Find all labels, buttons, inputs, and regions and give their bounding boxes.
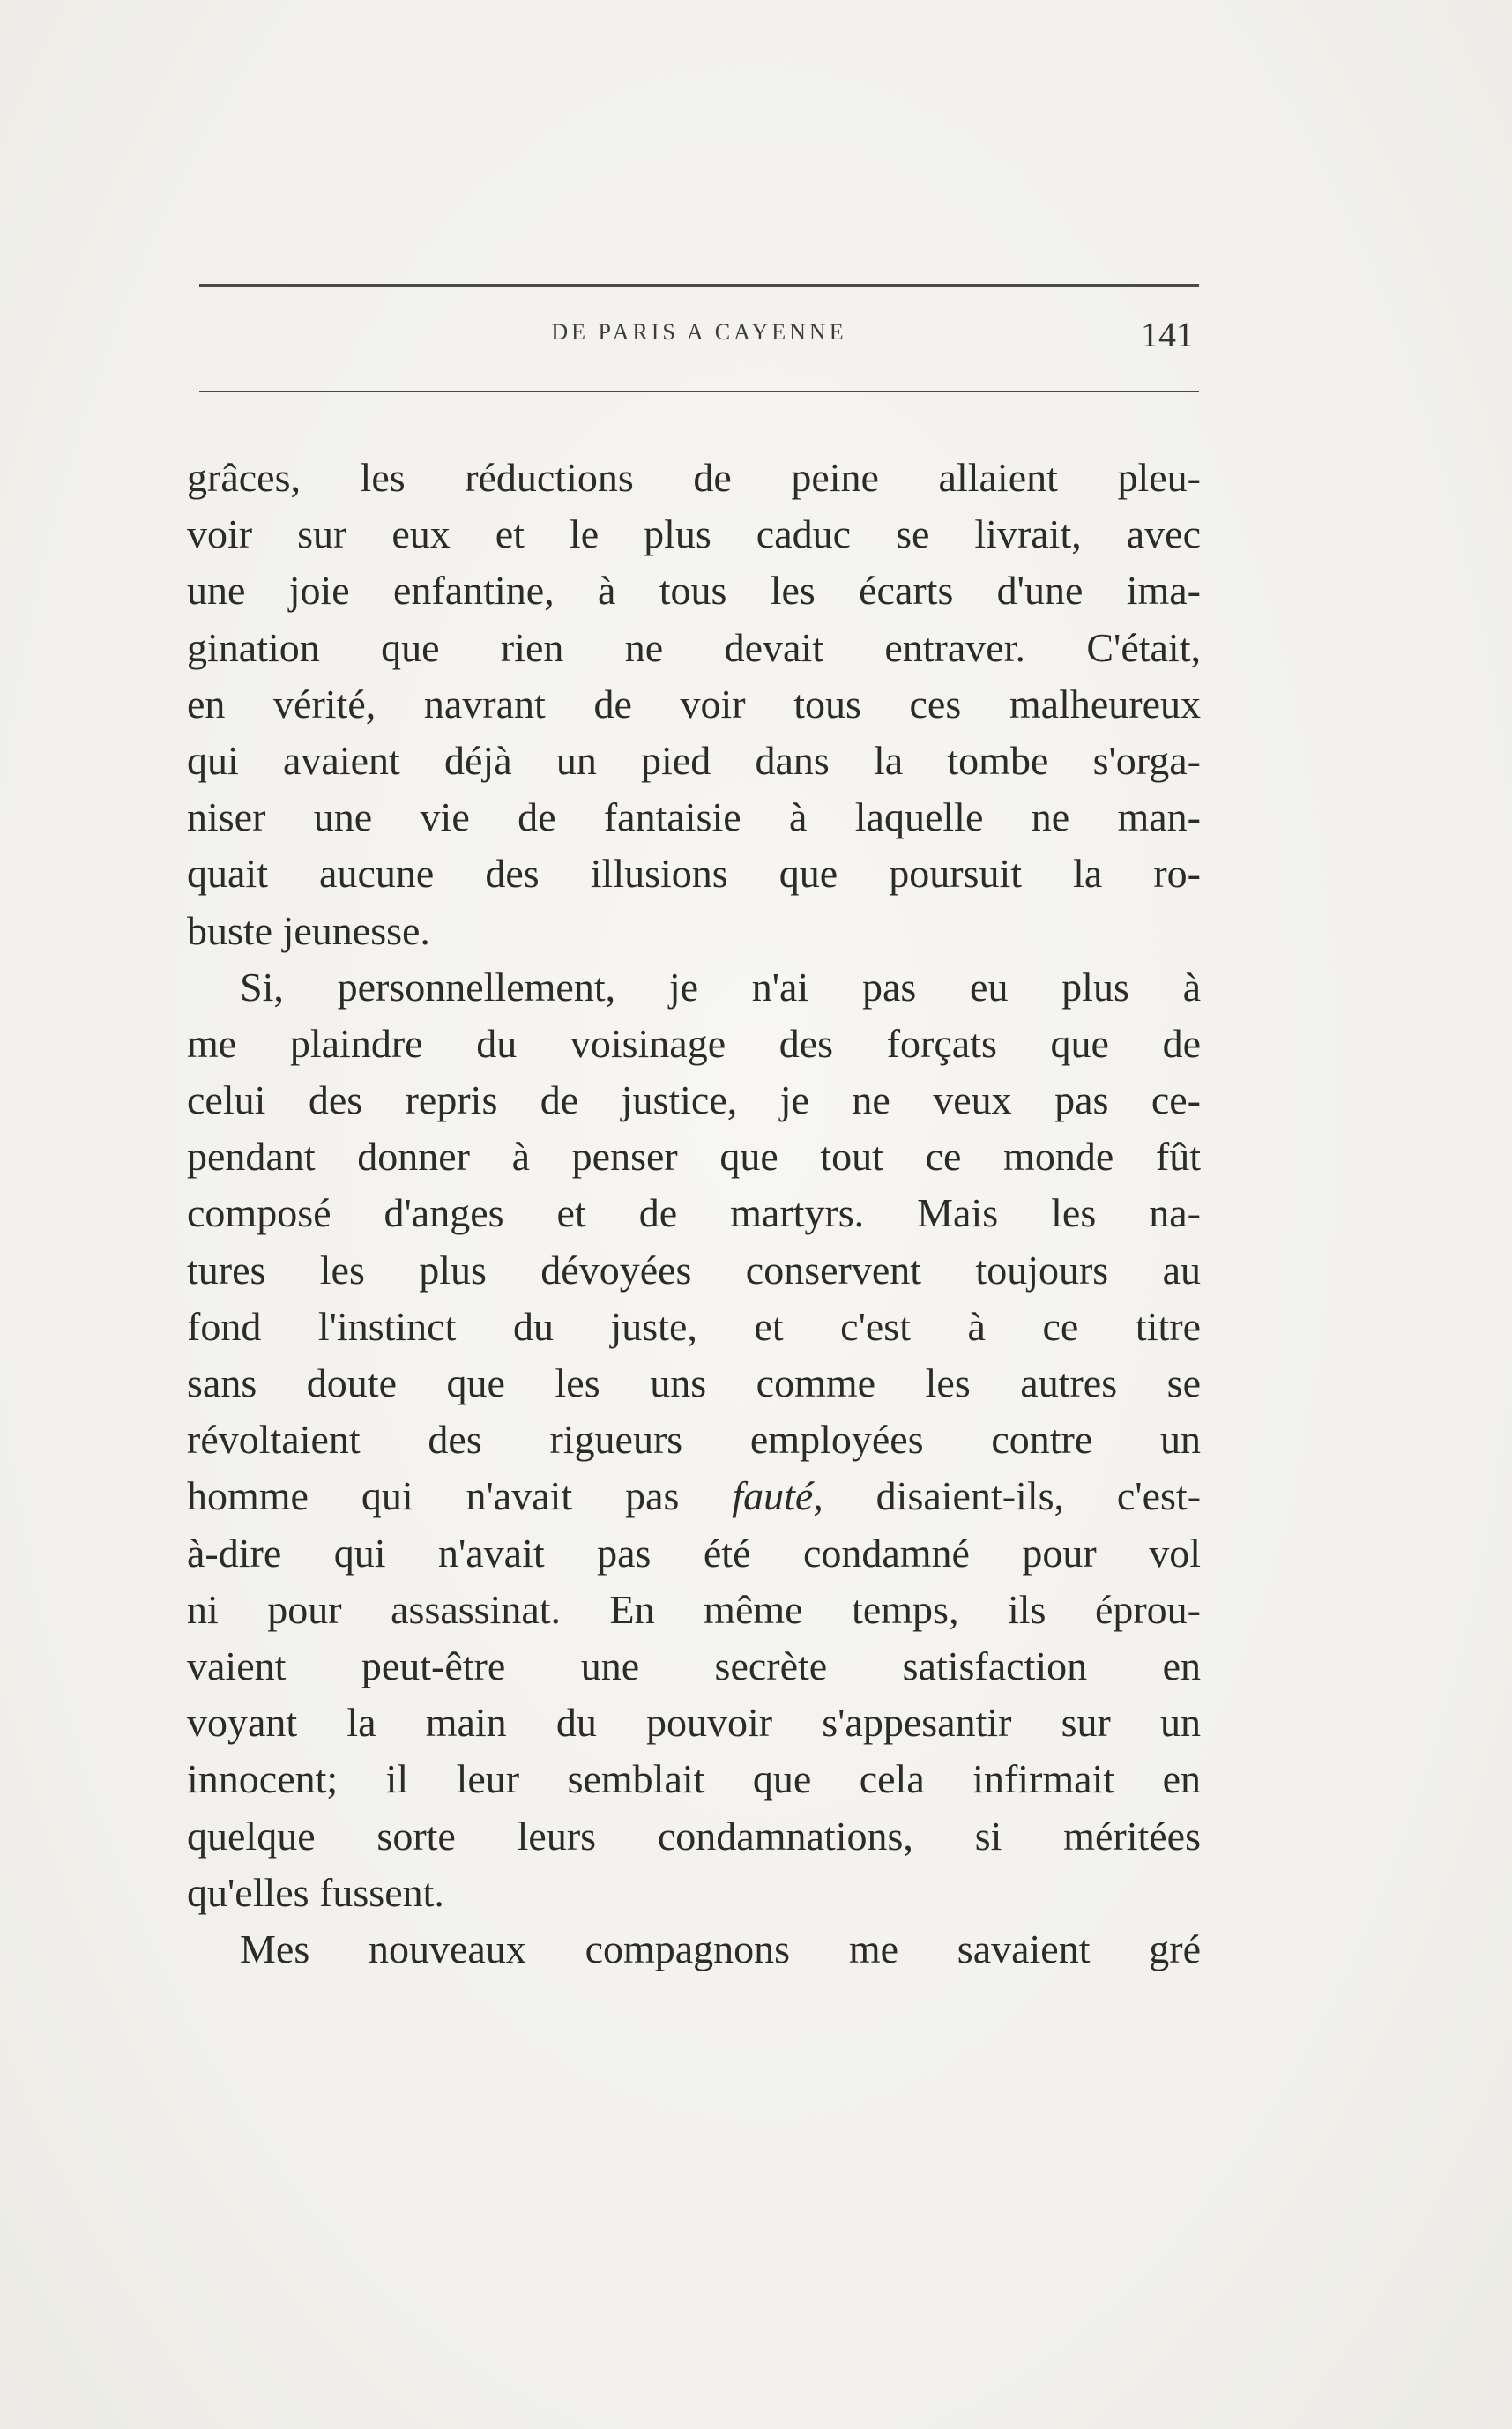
header-bottom-rule <box>199 391 1199 392</box>
text-line: buste jeunesse. <box>187 907 430 953</box>
text-line: sans doute que les uns comme les autres se <box>187 1360 1201 1405</box>
running-title: DE PARIS A CAYENNE <box>551 319 847 345</box>
text-line: révoltaient des rigueurs employées contre un <box>187 1417 1201 1463</box>
italic-word: fauté <box>732 1473 814 1519</box>
text-line: qui avaient déjà un pied dans la tombe s'orga- <box>187 737 1201 783</box>
text-line: qu'elles fussent. <box>187 1869 444 1915</box>
text-line: voyant la main du pouvoir s'appesantir sur un <box>187 1700 1201 1746</box>
text-line: ni pour assassinat. En même temps, ils éprou- <box>187 1586 1201 1632</box>
text-line: Mes nouveaux compagnons me savaient gré <box>240 1926 1201 1971</box>
body-text <box>187 450 1201 1978</box>
text-line-with-italic <box>187 1468 1201 1524</box>
text-line: celui des repris de justice, je ne veux pas ce- <box>187 1077 1201 1123</box>
text-line: vaient peut-être une secrète satisfaction en <box>187 1643 1201 1688</box>
text-line: quelque sorte leurs condamnations, si méritées <box>187 1813 1201 1859</box>
header-top-rule <box>199 284 1199 287</box>
text-segment: homme qui n'avait pas <box>187 1473 680 1519</box>
text-line: quait aucune des illusions que poursuit la ro- <box>187 851 1201 897</box>
text-line: en vérité, navrant de voir tous ces malheureux <box>187 681 1201 726</box>
text-line: me plaindre du voisinage des forçats que de <box>187 1020 1201 1066</box>
text-line: voir sur eux et le plus caduc se livrait, avec <box>187 511 1201 557</box>
text-line: gination que rien ne devait entraver. C'était, <box>187 624 1201 670</box>
text-line: une joie enfantine, à tous les écarts d'une ima- <box>187 568 1201 614</box>
text-line: grâces, les réductions de peine allaient pleu- <box>187 455 1201 500</box>
text-line: fond l'instinct du juste, et c'est à ce titre <box>187 1303 1201 1349</box>
text-line: à-dire qui n'avait pas été condamné pour vol <box>187 1530 1201 1576</box>
text-line: tures les plus dévoyées conservent toujours au <box>187 1247 1201 1293</box>
page-number: 141 <box>1141 315 1194 354</box>
running-head <box>199 315 1199 363</box>
text-line: pendant donner à penser que tout ce monde fût <box>187 1134 1201 1180</box>
text-line: niser une vie de fantaisie à laquelle ne man- <box>187 794 1201 840</box>
text-segment: , disaient-ils, c'est- <box>813 1473 1202 1519</box>
text-line: innocent; il leur semblait que cela infirmait en <box>187 1756 1201 1802</box>
text-line: Si, personnellement, je n'ai pas eu plus à <box>240 964 1201 1010</box>
text-line: composé d'anges et de martyrs. Mais les na- <box>187 1190 1201 1236</box>
